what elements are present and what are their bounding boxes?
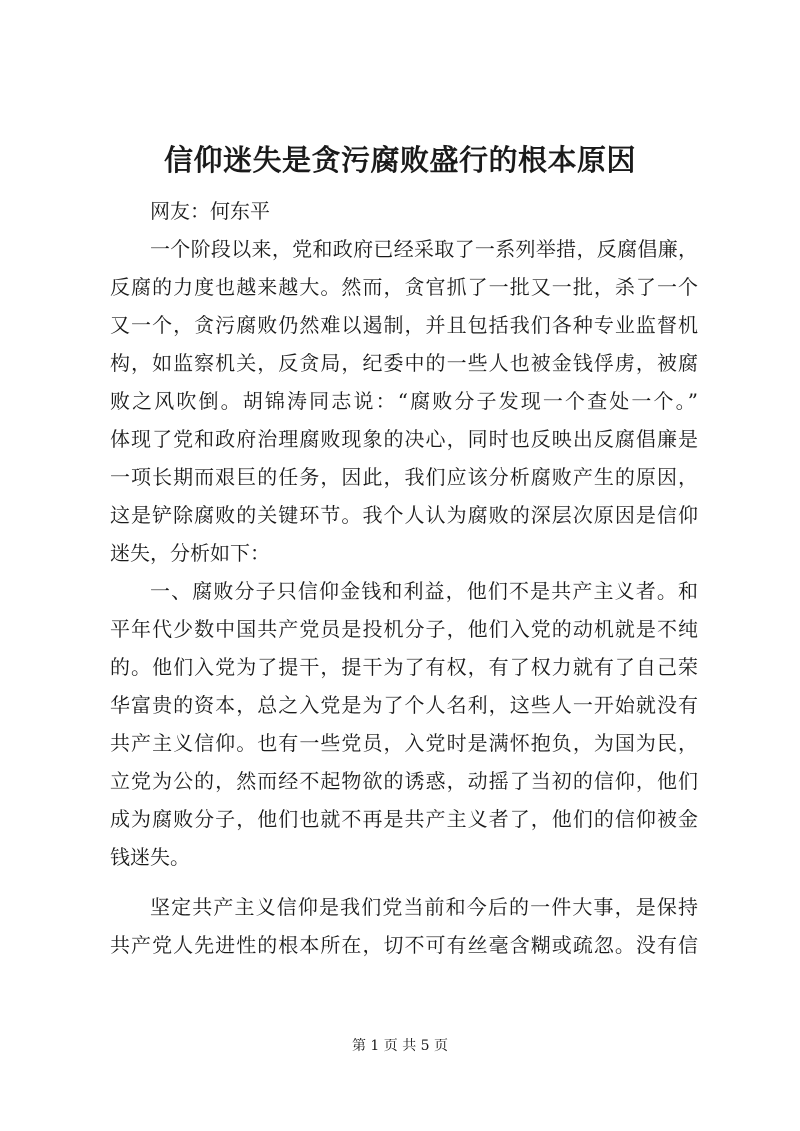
text-line: 迷失，分析如下： bbox=[110, 541, 270, 565]
text-line: 华富贵的资本，总之入党是为了个人名利，这些人一开始就没有 bbox=[110, 693, 698, 717]
document-title: 信仰迷失是贪污腐败盛行的根本原因 bbox=[163, 143, 636, 177]
text-line: 坚定共产主义信仰是我们党当前和今后的一件大事，是保持 bbox=[150, 895, 698, 919]
text-line: 立党为公的，然而经不起物欲的诱惑，动摇了当初的信仰，他们 bbox=[110, 769, 698, 793]
text-line: 一个阶段以来，党和政府已经采取了一系列举措，反腐倡廉， bbox=[150, 237, 698, 261]
text-line: 体现了党和政府治理腐败现象的决心，同时也反映出反腐倡廉是 bbox=[110, 427, 698, 451]
document-body bbox=[110, 192, 698, 964]
page-footer: 第 1 页 共 5 页 bbox=[351, 1038, 449, 1054]
paragraph-gap bbox=[110, 876, 698, 888]
text-line: 成为腐败分子，他们也就不再是共产主义者了，他们的信仰被金 bbox=[110, 807, 698, 831]
text-line: 平年代少数中国共产党员是投机分子，他们入党的动机就是不纯 bbox=[110, 617, 698, 641]
text-line: 一项长期而艰巨的任务，因此，我们应该分析腐败产生的原因， bbox=[110, 465, 698, 489]
text-line: 又一个，贪污腐败仍然难以遏制，并且包括我们各种专业监督机 bbox=[110, 313, 698, 337]
text-line: 反腐的力度也越来越大。然而，贪官抓了一批又一批，杀了一个 bbox=[110, 275, 698, 299]
text-line: 败之风吹倒。胡锦涛同志说：“腐败分子发现一个查处一个。” bbox=[110, 389, 698, 413]
text-line: 共产党人先进性的根本所在，切不可有丝毫含糊或疏忽。没有信 bbox=[110, 933, 698, 957]
text-line: 这是铲除腐败的关键环节。我个人认为腐败的深层次原因是信仰 bbox=[110, 503, 698, 527]
text-line: 钱迷失。 bbox=[110, 845, 190, 869]
text-line: 共产主义信仰。也有一些党员，入党时是满怀抱负，为国为民， bbox=[110, 731, 698, 755]
author-line: 网友：何东平 bbox=[150, 199, 270, 223]
paragraph-2 bbox=[110, 572, 698, 876]
text-line: 一、腐败分子只信仰金钱和利益，他们不是共产主义者。和 bbox=[150, 579, 698, 603]
text-line: 构，如监察机关，反贪局，纪委中的一些人也被金钱俘虏，被腐 bbox=[110, 351, 698, 375]
paragraph-3 bbox=[110, 888, 698, 964]
text-line: 的。他们入党为了提干，提干为了有权，有了权力就有了自己荣 bbox=[110, 655, 698, 679]
paragraph-1 bbox=[110, 230, 698, 572]
